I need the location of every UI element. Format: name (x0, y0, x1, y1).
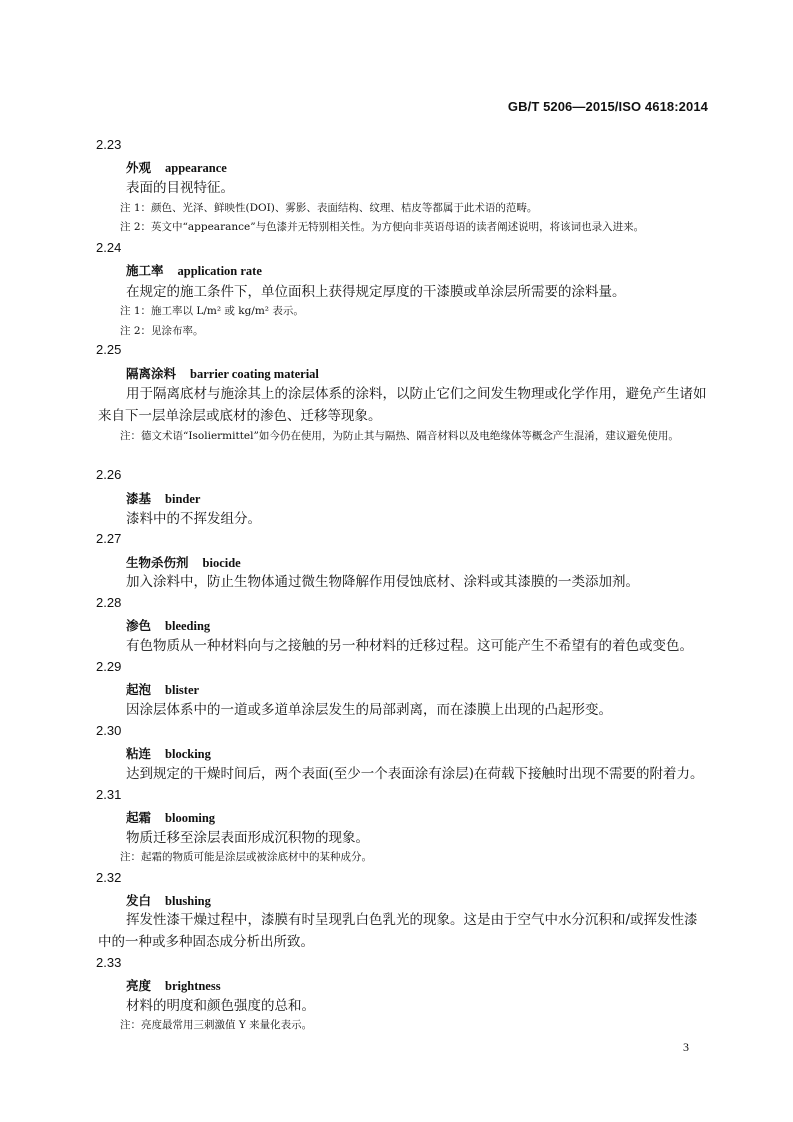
term-zh: 发白 (126, 893, 152, 908)
term-note: 注 2：见涂布率。 (120, 325, 204, 337)
term-zh: 隔离涂料 (126, 366, 177, 381)
term-heading (126, 976, 221, 994)
term-heading (126, 489, 200, 507)
term-definition: 达到规定的干燥时间后，两个表面(至少一个表面涂有涂层)在荷载下接触时出现不需要的附着力。 (126, 766, 704, 782)
term-en: application rate (177, 264, 262, 278)
term-en: biocide (202, 556, 241, 570)
term-note: 注 2：英文中“appearance”与色漆并无特别相关性。为方便向非英语母语的读者阐述说明，将该词也录入进来。 (120, 221, 645, 233)
term-note: 注 1：颜色、光泽、鲜映性(DOI)、雾影、表面结构、纹理、桔皮等都属于此术语的范畴。 (120, 202, 538, 214)
term-number: 2.27 (96, 531, 122, 546)
term-en: blushing (165, 894, 211, 908)
term-heading (126, 553, 241, 571)
term-heading (126, 680, 199, 698)
term-zh: 起霜 (126, 810, 152, 825)
term-zh: 施工率 (126, 263, 164, 278)
term-number: 2.26 (96, 467, 122, 482)
term-number: 2.28 (96, 595, 122, 610)
term-definition: 在规定的施工条件下，单位面积上获得规定厚度的干漆膜或单涂层所需要的涂料量。 (126, 284, 626, 300)
standard-header: GB/T 5206—2015/ISO 4618:2014 (507, 99, 708, 114)
term-en: bleeding (165, 619, 211, 633)
term-definition: 用于隔离底材与施涂其上的涂层体系的涂料，以防止它们之间发生物理或化学作用，避免产生诸如来自下一层单涂层或底材的渗色、迁移等现象。 (98, 386, 707, 424)
term-heading (126, 891, 211, 909)
term-zh: 生物杀伤剂 (126, 555, 189, 570)
term-zh: 渗色 (126, 618, 152, 633)
term-en: blocking (165, 747, 211, 761)
term-en: barrier coating material (190, 367, 319, 381)
term-zh: 亮度 (126, 978, 152, 993)
term-note: 注 1：施工率以 L/m² 或 kg/m² 表示。 (120, 305, 304, 317)
term-definition: 漆料中的不挥发组分。 (126, 511, 261, 527)
term-heading (126, 261, 262, 279)
term-heading (126, 808, 215, 826)
term-note: 注：亮度最常用三刺激值 Y 来量化表示。 (120, 1019, 313, 1031)
term-number: 2.23 (96, 137, 122, 152)
page-number: 3 (683, 1040, 689, 1054)
term-definition: 加入涂料中，防止生物体通过微生物降解作用侵蚀底材、涂料或其漆膜的一类添加剂。 (126, 574, 639, 590)
term-zh: 外观 (126, 160, 152, 175)
term-en: blooming (165, 811, 216, 825)
term-number: 2.29 (96, 659, 122, 674)
term-en: blister (165, 683, 200, 697)
term-definition: 挥发性漆干燥过程中，漆膜有时呈现乳白色乳光的现象。这是由于空气中水分沉积和/或挥发性漆中的一种或多种固态成分析出所致。 (98, 912, 698, 950)
term-heading (126, 744, 211, 762)
term-en: brightness (165, 979, 221, 993)
term-zh: 粘连 (126, 746, 152, 761)
term-heading (126, 616, 210, 634)
term-zh: 起泡 (126, 682, 152, 697)
term-heading (126, 158, 227, 176)
term-zh: 漆基 (126, 491, 152, 506)
term-definition: 材料的明度和颜色强度的总和。 (126, 998, 315, 1014)
term-number: 2.24 (96, 240, 122, 255)
term-definition: 表面的目视特征。 (126, 180, 234, 196)
term-en: binder (165, 492, 201, 506)
term-number: 2.32 (96, 870, 122, 885)
term-en: appearance (165, 161, 227, 175)
term-heading (126, 364, 319, 382)
term-number: 2.33 (96, 955, 122, 970)
term-definition: 因涂层体系中的一道或多道单涂层发生的局部剥离，而在漆膜上出现的凸起形变。 (126, 702, 612, 718)
term-note: 注：德文术语“Isoliermittel”如今仍在使用，为防止其与隔热、隔音材料以及电绝缘体等概念产生混淆，建议避免使用。 (120, 430, 679, 442)
term-definition: 有色物质从一种材料向与之接触的另一种材料的迁移过程。这可能产生不希望有的着色或变色。 (126, 638, 693, 654)
term-number: 2.25 (96, 342, 122, 357)
term-number: 2.30 (96, 723, 122, 738)
term-definition: 物质迁移至涂层表面形成沉积物的现象。 (126, 830, 369, 846)
term-note: 注：起霜的物质可能是涂层或被涂底材中的某种成分。 (120, 851, 372, 863)
term-number: 2.31 (96, 787, 122, 802)
